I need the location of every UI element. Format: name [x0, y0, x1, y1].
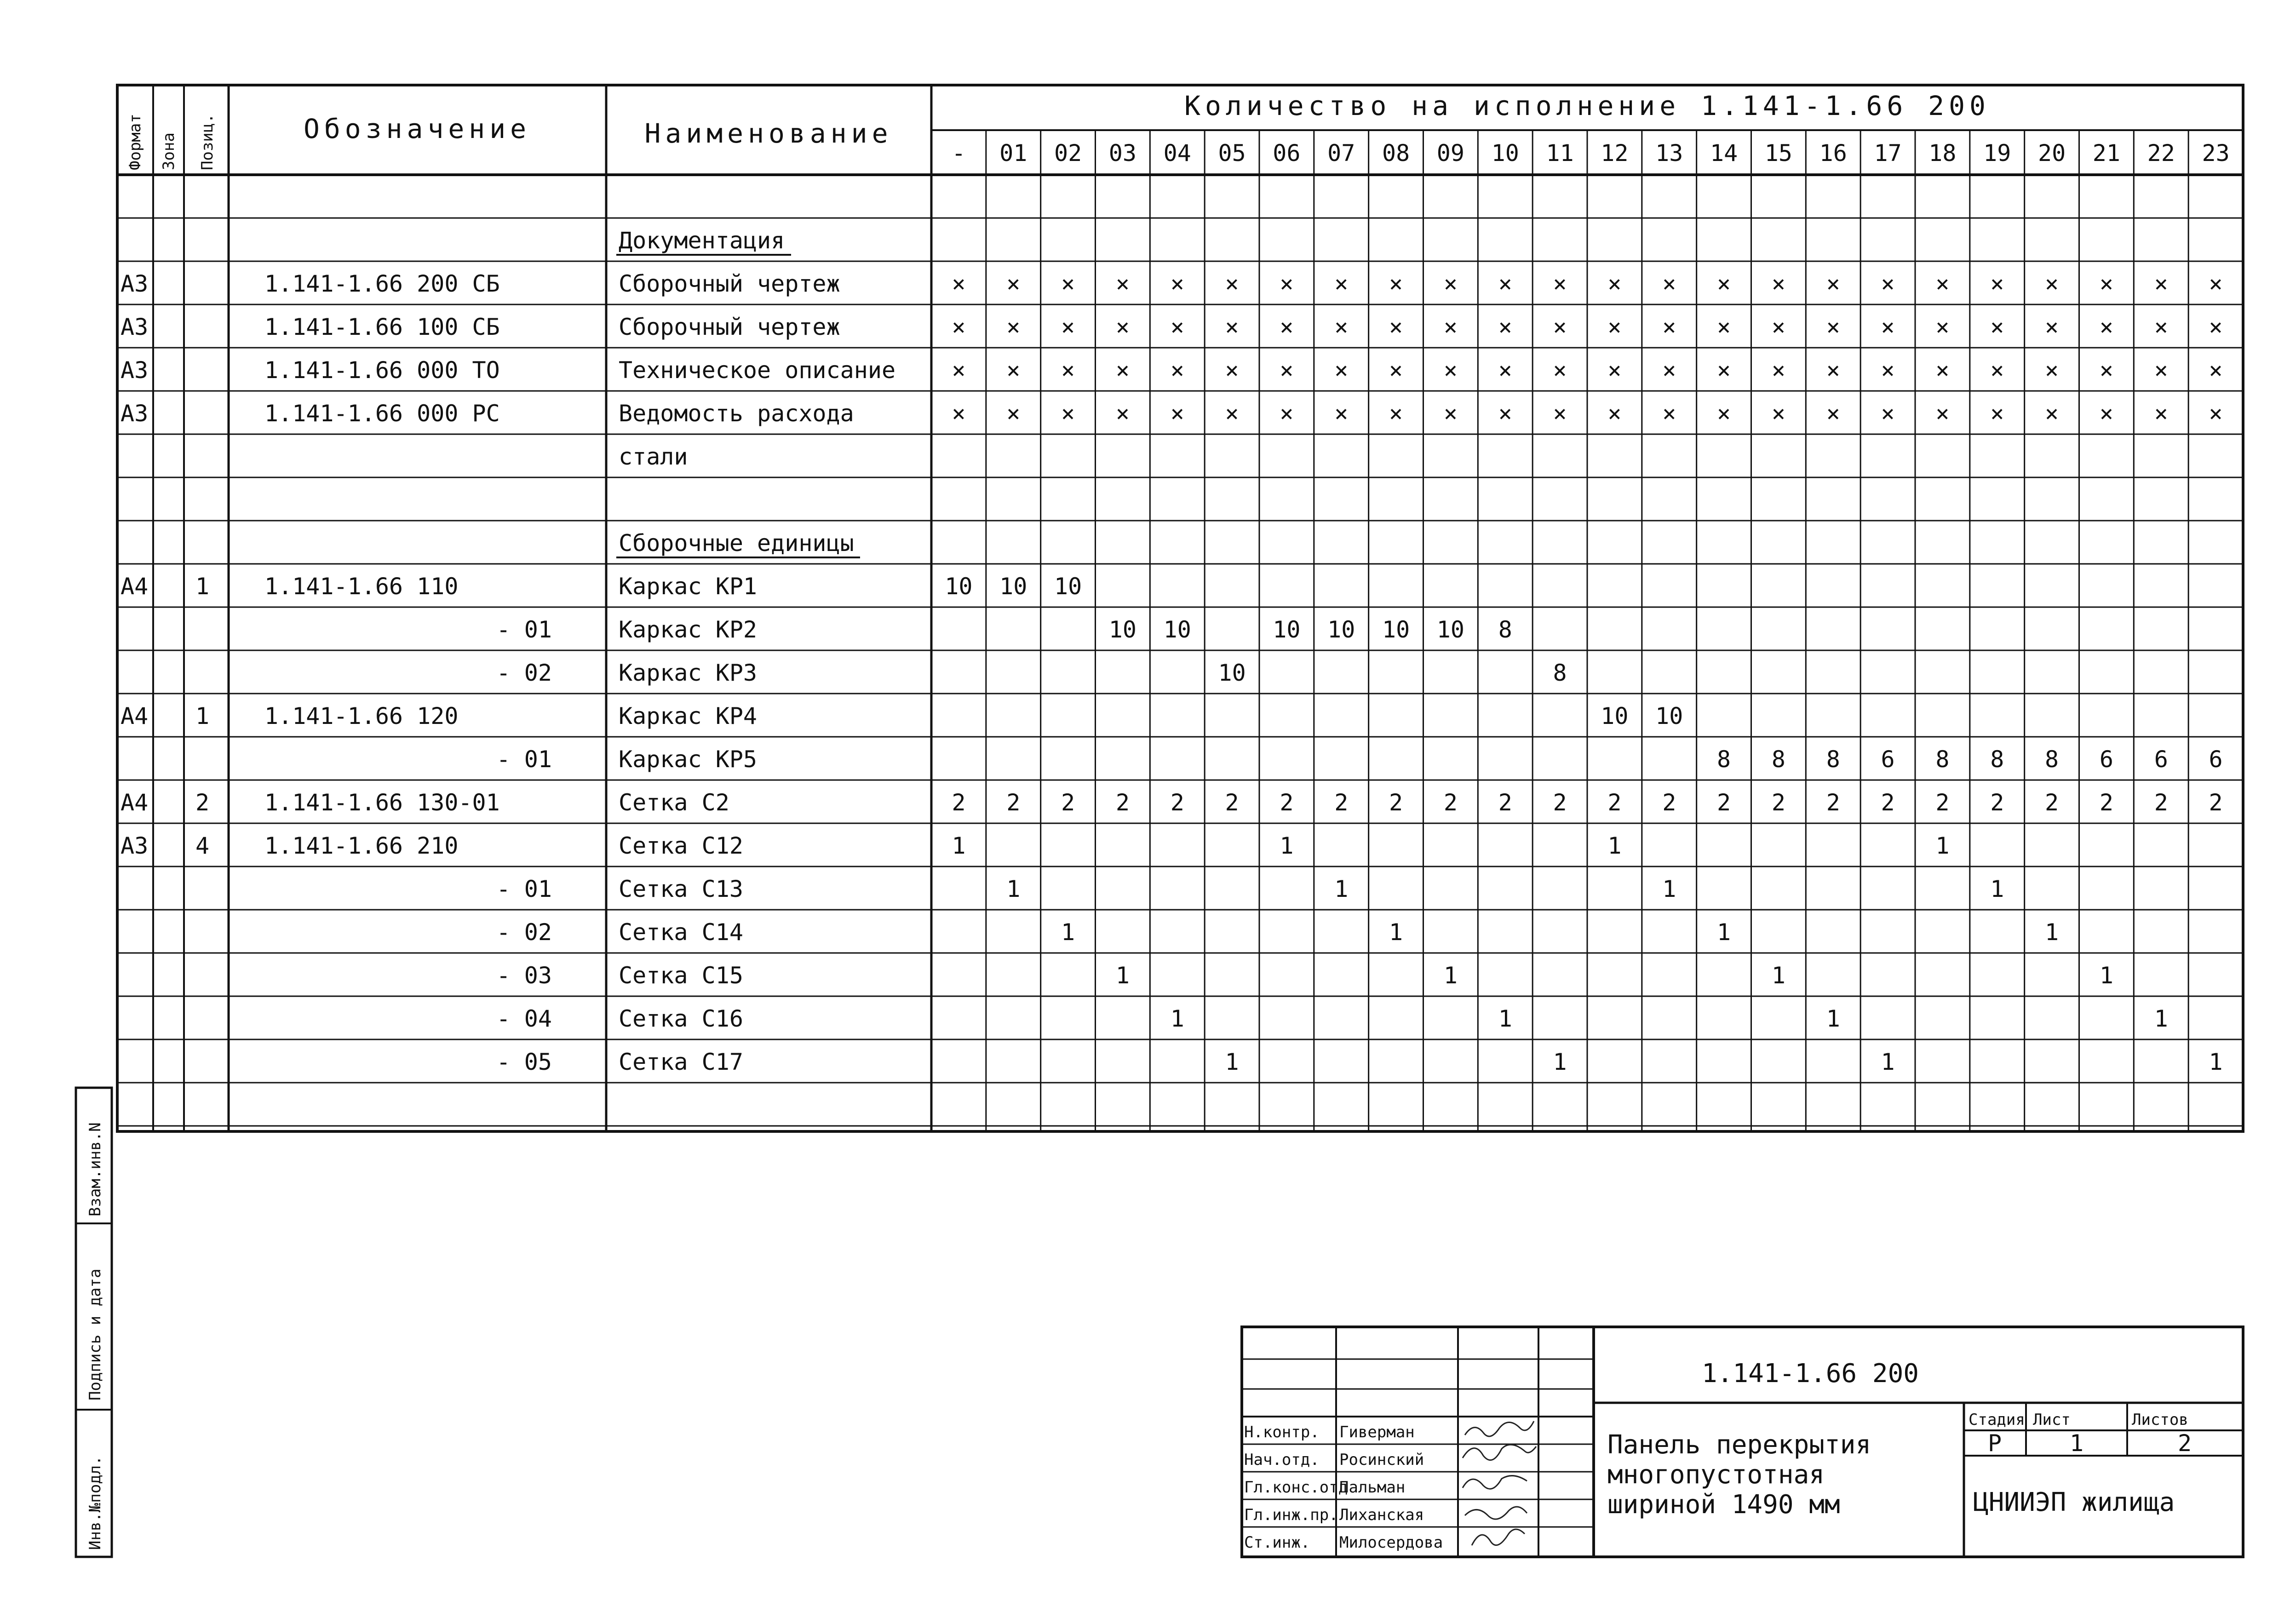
row-format: А3: [121, 400, 149, 427]
qty-cell: 1: [1990, 876, 2004, 902]
signer-role: Гл.инж.пр.: [1244, 1506, 1338, 1524]
row-name: Каркас КР1: [619, 573, 758, 600]
exec-col-header: 09: [1436, 140, 1465, 166]
qty-cell: ×: [1498, 314, 1512, 340]
qty-cell: 8: [2045, 746, 2059, 773]
exec-col-header: 07: [1327, 140, 1355, 166]
qty-cell: ×: [2099, 357, 2113, 384]
qty-cell: 10: [1327, 616, 1355, 643]
title-line-3: шириной 1490 мм: [1607, 1490, 1840, 1520]
qty-cell: 10: [1108, 616, 1137, 643]
qty-cell: ×: [2045, 400, 2059, 427]
qty-cell: 1: [1225, 1049, 1239, 1075]
qty-cell: 1: [1771, 962, 1785, 989]
qty-cell: ×: [1389, 400, 1403, 427]
qty-cell: ×: [1607, 270, 1622, 297]
row-designation: - 01: [496, 876, 552, 902]
qty-cell: 2: [2045, 789, 2059, 816]
row-designation: 1.141-1.66 210: [264, 832, 459, 859]
table-row: [121, 832, 1949, 859]
table-row: [121, 314, 2223, 340]
table-row: [121, 789, 2223, 816]
row-designation: - 01: [496, 616, 552, 643]
qty-cell: 1: [1334, 876, 1349, 902]
qty-cell: 8: [1935, 746, 1950, 773]
qty-cell: ×: [1881, 270, 1895, 297]
table-row: [616, 530, 860, 557]
qty-cell: 10: [945, 573, 973, 600]
stage-label: Стадия: [1969, 1411, 2025, 1429]
table-row: [619, 443, 688, 470]
qty-cell: 1: [1389, 919, 1403, 946]
section-heading: Документация: [619, 227, 785, 254]
sheet-label: Лист: [2033, 1411, 2071, 1429]
row-format: А4: [121, 789, 149, 816]
qty-cell: 2: [1881, 789, 1895, 816]
qty-cell: ×: [1990, 400, 2004, 427]
exec-col-header: 11: [1546, 140, 1574, 166]
stage-value: Р: [1987, 1430, 2002, 1457]
row-name: Сетка С14: [619, 919, 743, 946]
qty-cell: 1: [1935, 832, 1950, 859]
qty-cell: 1: [2099, 962, 2113, 989]
qty-cell: 8: [1826, 746, 1840, 773]
qty-cell: 2: [1006, 789, 1021, 816]
qty-cell: ×: [1280, 270, 1294, 297]
qty-cell: ×: [1061, 400, 1075, 427]
qty-cell: ×: [1389, 270, 1403, 297]
row-designation: - 03: [496, 962, 552, 989]
qty-cell: 2: [1170, 789, 1184, 816]
qty-cell: ×: [2209, 270, 2223, 297]
exec-col-header: 12: [1601, 140, 1629, 166]
col-pos-label: Позиц.: [198, 114, 217, 170]
row-format: А3: [121, 357, 149, 384]
qty-cell: ×: [2154, 357, 2168, 384]
qty-cell: 8: [1717, 746, 1731, 773]
exec-col-header: 22: [2147, 140, 2175, 166]
qty-cell: ×: [1389, 314, 1403, 340]
exec-col-header: 03: [1108, 140, 1137, 166]
qty-cell: ×: [2099, 400, 2113, 427]
qty-cell: 1: [1498, 1005, 1512, 1032]
qty-cell: ×: [1115, 357, 1130, 384]
qty-cell: ×: [1115, 400, 1130, 427]
row-format: А4: [121, 703, 149, 729]
qty-cell: ×: [952, 400, 966, 427]
qty-cell: ×: [1662, 357, 1676, 384]
signers-list: [1244, 1423, 1443, 1552]
qty-cell: ×: [1771, 357, 1785, 384]
row-name: Сборочный чертеж: [619, 314, 840, 340]
qty-cell: ×: [1225, 357, 1239, 384]
qty-cell: 2: [1443, 789, 1458, 816]
qty-cell: ×: [952, 357, 966, 384]
table-row: [497, 919, 2059, 946]
exec-column-headers: [952, 140, 2229, 166]
qty-cell: ×: [2209, 400, 2223, 427]
qty-cell: ×: [1443, 270, 1458, 297]
qty-cell: ×: [1771, 270, 1785, 297]
qty-cell: ×: [1826, 357, 1840, 384]
qty-cell: ×: [1225, 400, 1239, 427]
qty-cell: 2: [1225, 789, 1239, 816]
title-line-2: многопустотная: [1607, 1460, 1825, 1490]
exec-col-header: 08: [1382, 140, 1410, 166]
row-name: Сетка С12: [619, 832, 743, 859]
qty-cell: ×: [2209, 357, 2223, 384]
qty-cell: 2: [1115, 789, 1130, 816]
qty-cell: 8: [1990, 746, 2004, 773]
qty-cell: ×: [1771, 314, 1785, 340]
row-designation: - 02: [496, 919, 552, 946]
qty-cell: ×: [1006, 270, 1021, 297]
side-vzam-inv: Взам.инв.N: [86, 1122, 104, 1217]
row-position: 4: [195, 832, 210, 859]
table-row: [121, 573, 1082, 600]
qty-cell: ×: [1115, 314, 1130, 340]
qty-cell: 2: [2209, 789, 2223, 816]
row-designation: - 05: [496, 1049, 552, 1075]
qty-cell: ×: [1935, 400, 1950, 427]
exec-col-header: 10: [1491, 140, 1519, 166]
qty-cell: ×: [1170, 357, 1184, 384]
qty-cell: ×: [1881, 400, 1895, 427]
exec-col-header: 04: [1163, 140, 1191, 166]
exec-col-header: 17: [1874, 140, 1902, 166]
qty-cell: 8: [1498, 616, 1512, 643]
qty-cell: 2: [1334, 789, 1349, 816]
qty-cell: 1: [2154, 1005, 2168, 1032]
qty-cell: 1: [1607, 832, 1622, 859]
qty-cell: ×: [1553, 270, 1567, 297]
row-position: 2: [195, 789, 210, 816]
table-row: [497, 616, 1512, 643]
row-designation: 1.141-1.66 200 СБ: [264, 270, 500, 297]
row-designation: - 01: [496, 746, 552, 773]
col-designation-label: Обозначение: [303, 113, 531, 144]
qty-cell: ×: [1170, 270, 1184, 297]
row-designation: 1.141-1.66 110: [264, 573, 459, 600]
qty-cell: ×: [1280, 314, 1294, 340]
table-row: [497, 1049, 2223, 1075]
exec-col-header: 20: [2037, 140, 2066, 166]
qty-cell: ×: [1881, 314, 1895, 340]
qty-cell: 10: [1218, 660, 1246, 686]
signer-role: Гл.конс.отд: [1244, 1478, 1348, 1497]
signer-role: Ст.инж.: [1244, 1533, 1310, 1552]
row-name: Сетка С15: [619, 962, 743, 989]
qty-cell: 2: [1061, 789, 1075, 816]
qty-cell: ×: [1006, 357, 1021, 384]
qty-cell: 1: [1881, 1049, 1895, 1075]
qty-cell: ×: [2209, 314, 2223, 340]
table-row: [497, 660, 1567, 686]
qty-cell: ×: [1826, 270, 1840, 297]
qty-cell: 6: [2099, 746, 2113, 773]
qty-cell: ×: [2154, 400, 2168, 427]
qty-cell: ×: [1334, 270, 1349, 297]
signer-name: Милосердова: [1339, 1533, 1443, 1552]
qty-cell: ×: [1170, 314, 1184, 340]
row-name: Сборочный чертеж: [619, 270, 840, 297]
exec-col-header: 23: [2202, 140, 2230, 166]
qty-cell: ×: [1662, 270, 1676, 297]
table-row: [497, 962, 2113, 989]
qty-cell: ×: [1498, 400, 1512, 427]
qty-cell: ×: [2154, 314, 2168, 340]
sheets-label: Листов: [2132, 1411, 2188, 1429]
row-format: А4: [121, 573, 149, 600]
sheets-value: 2: [2177, 1430, 2192, 1457]
row-designation: 1.141-1.66 000 РС: [264, 400, 500, 427]
qty-cell: ×: [1717, 270, 1731, 297]
qty-cell: 8: [1553, 660, 1567, 686]
qty-cell: ×: [1389, 357, 1403, 384]
qty-cell: 2: [1662, 789, 1676, 816]
qty-cell: ×: [2154, 270, 2168, 297]
exec-col-header: 14: [1710, 140, 1738, 166]
qty-cell: 2: [1553, 789, 1567, 816]
row-name: стали: [619, 443, 688, 470]
exec-col-header: 13: [1655, 140, 1683, 166]
qty-cell: 2: [1935, 789, 1950, 816]
exec-col-header: 02: [1054, 140, 1082, 166]
qty-cell: ×: [2045, 270, 2059, 297]
row-designation: 1.141-1.66 120: [264, 703, 459, 729]
qty-title: Количество на исполнение 1.141-1.66 200: [1184, 90, 1990, 121]
qty-cell: 2: [952, 789, 966, 816]
qty-cell: ×: [1826, 400, 1840, 427]
qty-cell: ×: [1717, 357, 1731, 384]
qty-cell: ×: [1280, 400, 1294, 427]
qty-cell: ×: [2045, 314, 2059, 340]
qty-cell: 10: [1273, 616, 1301, 643]
qty-cell: 10: [999, 573, 1027, 600]
qty-cell: 10: [1054, 573, 1082, 600]
qty-cell: 6: [2154, 746, 2168, 773]
exec-col-header: 19: [1983, 140, 2011, 166]
table-row: [121, 703, 1683, 729]
qty-cell: 10: [1436, 616, 1465, 643]
qty-cell: ×: [1881, 357, 1895, 384]
qty-cell: ×: [1061, 357, 1075, 384]
qty-cell: ×: [1334, 357, 1349, 384]
qty-cell: 1: [1170, 1005, 1184, 1032]
section-heading: Сборочные единицы: [619, 530, 854, 557]
exec-col-header: 16: [1819, 140, 1847, 166]
qty-cell: ×: [1061, 270, 1075, 297]
qty-cell: 2: [2154, 789, 2168, 816]
qty-cell: 2: [1990, 789, 2004, 816]
qty-cell: ×: [1334, 400, 1349, 427]
row-name: Каркас КР4: [619, 703, 758, 729]
qty-cell: ×: [952, 270, 966, 297]
qty-cell: ×: [1225, 314, 1239, 340]
qty-cell: 1: [1280, 832, 1294, 859]
qty-cell: ×: [1443, 357, 1458, 384]
qty-cell: 2: [2099, 789, 2113, 816]
qty-cell: ×: [1826, 314, 1840, 340]
qty-cell: ×: [2045, 357, 2059, 384]
qty-cell: 1: [1443, 962, 1458, 989]
exec-col-header: 18: [1928, 140, 1957, 166]
qty-cell: 1: [1553, 1049, 1567, 1075]
qty-cell: 1: [1006, 876, 1021, 902]
qty-cell: 6: [1881, 746, 1895, 773]
sheet-value: 1: [2069, 1430, 2084, 1457]
signer-name: Пальман: [1339, 1478, 1406, 1497]
row-designation: - 02: [496, 660, 552, 686]
row-name: Каркас КР5: [619, 746, 758, 773]
row-position: 1: [195, 703, 210, 729]
title-line-1: Панель перекрытия: [1607, 1430, 1871, 1460]
doc-number: 1.141-1.66 200: [1702, 1359, 1919, 1389]
table-row: [497, 746, 2223, 773]
table-row: [121, 400, 2223, 427]
qty-cell: ×: [1280, 357, 1294, 384]
qty-cell: ×: [1170, 400, 1184, 427]
qty-cell: 10: [1163, 616, 1191, 643]
exec-col-header: 06: [1273, 140, 1301, 166]
qty-cell: 2: [1717, 789, 1731, 816]
qty-cell: ×: [1115, 270, 1130, 297]
qty-cell: 8: [1771, 746, 1785, 773]
table-row: [497, 1005, 2168, 1032]
qty-cell: ×: [1006, 400, 1021, 427]
qty-cell: 10: [1601, 703, 1629, 729]
qty-cell: ×: [1990, 270, 2004, 297]
qty-cell: ×: [1498, 270, 1512, 297]
qty-cell: 6: [2209, 746, 2223, 773]
exec-col-header: 21: [2092, 140, 2121, 166]
qty-cell: ×: [1662, 314, 1676, 340]
qty-cell: ×: [1935, 314, 1950, 340]
qty-cell: ×: [1717, 314, 1731, 340]
qty-cell: ×: [1334, 314, 1349, 340]
exec-col-header: -: [952, 140, 966, 166]
signer-name: Росинский: [1339, 1451, 1424, 1469]
qty-cell: ×: [1662, 400, 1676, 427]
qty-cell: ×: [1935, 357, 1950, 384]
qty-cell: ×: [1771, 400, 1785, 427]
exec-col-header: 15: [1764, 140, 1793, 166]
qty-cell: 1: [1826, 1005, 1840, 1032]
qty-cell: ×: [2099, 270, 2113, 297]
qty-cell: ×: [1006, 314, 1021, 340]
qty-cell: ×: [1553, 314, 1567, 340]
row-position: 1: [195, 573, 210, 600]
qty-cell: ×: [1717, 400, 1731, 427]
qty-cell: ×: [1990, 314, 2004, 340]
table-row: [497, 876, 2004, 902]
col-name-label: Наименование: [644, 118, 893, 149]
qty-cell: ×: [1607, 400, 1622, 427]
qty-cell: 1: [952, 832, 966, 859]
exec-col-header: 05: [1218, 140, 1246, 166]
table-row: [616, 227, 791, 255]
row-designation: - 04: [496, 1005, 552, 1032]
qty-cell: 1: [1061, 919, 1075, 946]
qty-cell: ×: [1443, 314, 1458, 340]
row-name: Каркас КР3: [619, 660, 758, 686]
row-format: А3: [121, 314, 149, 340]
qty-cell: 1: [2209, 1049, 2223, 1075]
qty-cell: ×: [1935, 270, 1950, 297]
signer-role: Н.контр.: [1244, 1423, 1320, 1441]
signer-name: Лиханская: [1339, 1506, 1424, 1524]
qty-cell: 1: [1717, 919, 1731, 946]
qty-cell: ×: [1607, 314, 1622, 340]
spec-rows: [121, 227, 2223, 1075]
row-designation: 1.141-1.66 100 СБ: [264, 314, 500, 340]
qty-cell: 10: [1382, 616, 1410, 643]
qty-cell: 10: [1655, 703, 1683, 729]
qty-cell: ×: [952, 314, 966, 340]
col-zone-label: Зона: [160, 132, 178, 170]
qty-cell: ×: [1607, 357, 1622, 384]
table-row: [121, 357, 2223, 384]
org-name: ЦНИИЭП жилища: [1973, 1487, 2175, 1517]
signer-name: Гиверман: [1339, 1423, 1415, 1441]
qty-cell: 1: [2045, 919, 2059, 946]
qty-cell: ×: [1990, 357, 2004, 384]
row-name: Сетка С17: [619, 1049, 743, 1075]
qty-cell: ×: [2099, 314, 2113, 340]
row-name: Ведомость расхода: [619, 400, 854, 427]
qty-cell: 1: [1662, 876, 1676, 902]
row-name: Каркас КР2: [619, 616, 758, 643]
signer-role: Нач.отд.: [1244, 1451, 1320, 1469]
qty-cell: ×: [1061, 314, 1075, 340]
row-name: Сетка С2: [619, 789, 729, 816]
qty-cell: 2: [1771, 789, 1785, 816]
qty-cell: 2: [1607, 789, 1622, 816]
row-format: А3: [121, 832, 149, 859]
side-inv-orig: Инв.№подл.: [86, 1456, 104, 1550]
table-row: [121, 270, 2223, 297]
qty-cell: ×: [1498, 357, 1512, 384]
qty-cell: ×: [1225, 270, 1239, 297]
qty-cell: 2: [1389, 789, 1403, 816]
qty-cell: ×: [1553, 400, 1567, 427]
row-name: Сетка С13: [619, 876, 743, 902]
row-name: Техническое описание: [619, 357, 896, 384]
row-name: Сетка С16: [619, 1005, 743, 1032]
spec-table-frame: [117, 85, 2243, 1131]
qty-cell: 2: [1498, 789, 1512, 816]
qty-cell: 2: [1826, 789, 1840, 816]
row-format: А3: [121, 270, 149, 297]
row-designation: 1.141-1.66 130-01: [264, 789, 500, 816]
col-format-label: Формат: [126, 114, 144, 170]
qty-cell: ×: [1443, 400, 1458, 427]
qty-cell: 1: [1115, 962, 1130, 989]
qty-cell: 2: [1280, 789, 1294, 816]
exec-col-header: 01: [999, 140, 1027, 166]
qty-cell: ×: [1553, 357, 1567, 384]
row-designation: 1.141-1.66 000 ТО: [264, 357, 500, 384]
side-sign-date: Подпись и дата: [86, 1268, 104, 1400]
